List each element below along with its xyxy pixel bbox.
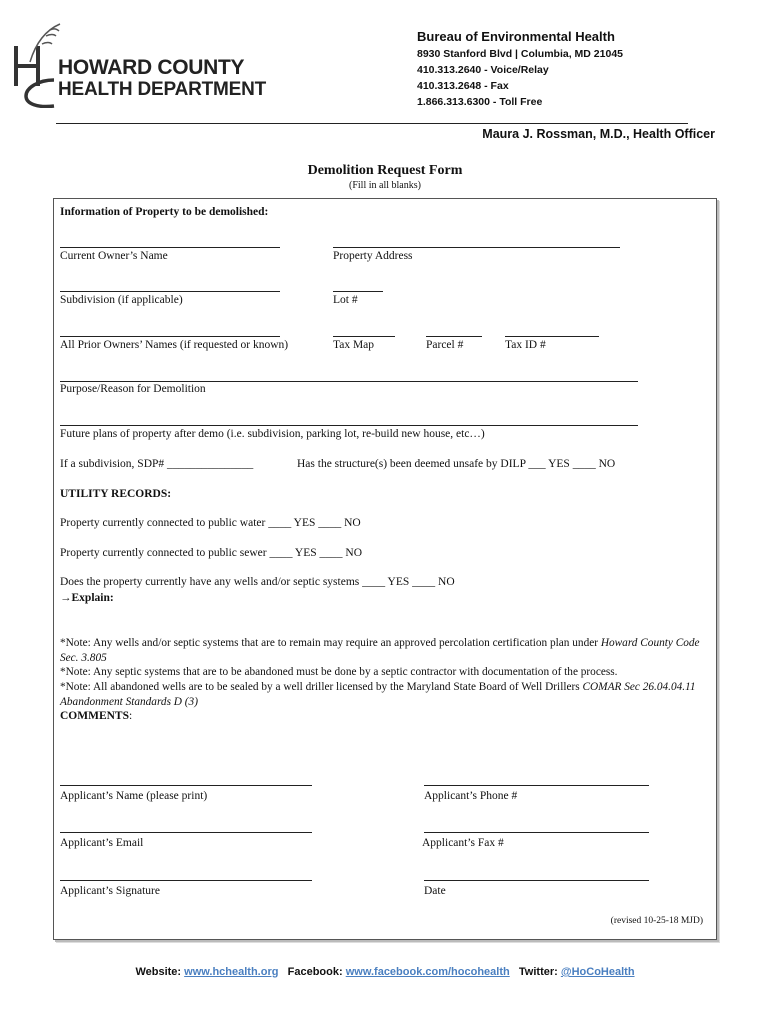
comments-word: COMMENTS <box>60 710 129 722</box>
applicant-fax-field[interactable] <box>424 832 649 833</box>
wells-septic-question[interactable]: Does the property currently have any wells and/or septic systems ____ YES ____ NO <box>60 576 455 588</box>
lot-field[interactable] <box>333 291 383 292</box>
comments-colon: : <box>129 710 133 722</box>
unsafe-question[interactable]: Has the structure(s) been deemed unsafe by DILP ___ YES ____ NO <box>297 458 616 470</box>
parcel-field[interactable] <box>426 336 482 337</box>
address: 8930 Stanford Blvd | Columbia, MD 21045 <box>417 48 623 60</box>
future-plans-label: Future plans of property after demo (i.e. subdivision, parking lot, re-build new house, etc…) <box>60 428 485 440</box>
health-officer: Maura J. Rossman, M.D., Health Officer <box>482 127 715 141</box>
subdivision-label: Subdivision (if applicable) <box>60 294 183 306</box>
explain-label: →Explain: <box>60 592 114 604</box>
public-sewer-question[interactable]: Property currently connected to public sewer ____ YES ____ NO <box>60 547 363 559</box>
purpose-label: Purpose/Reason for Demolition <box>60 383 206 395</box>
tax-id-field[interactable] <box>505 336 599 337</box>
note3-code: COMAR Sec 26.04.04.11 Abandonment Standards D (3) <box>60 681 696 708</box>
purpose-field[interactable] <box>60 381 638 382</box>
current-owner-field[interactable] <box>60 247 280 248</box>
property-address-label: Property Address <box>333 250 413 262</box>
current-owner-label: Current Owner’s Name <box>60 250 168 262</box>
parcel-label: Parcel # <box>426 339 464 351</box>
tax-map-field[interactable] <box>333 336 395 337</box>
form-title: Demolition Request Form <box>307 163 463 178</box>
bureau-name: Bureau of Environmental Health <box>417 29 615 44</box>
website-label: Website: <box>135 966 182 978</box>
form-box <box>53 198 717 940</box>
logo-line-2: HEALTH DEPARTMENT <box>58 79 267 100</box>
public-water-question[interactable]: Property currently connected to public water ____ YES ____ NO <box>60 517 361 529</box>
note1-code: Howard County Code Sec. 3.805 <box>60 637 700 664</box>
comments-label <box>60 710 132 722</box>
revision-note: (revised 10-25-18 MJD) <box>610 916 703 926</box>
subdivision-field[interactable] <box>60 291 280 292</box>
logo-line-1: HOWARD COUNTY <box>58 56 245 79</box>
sdp-field[interactable]: If a subdivision, SDP# _______________ <box>60 458 254 470</box>
twitter-label: Twitter: <box>518 966 558 978</box>
prior-owners-label: All Prior Owners’ Names (if requested or known) <box>60 339 289 351</box>
note3-text: *Note: All abandoned wells are to be sealed by a well driller licensed by the Maryland State Board of Well Drillers <box>60 681 583 693</box>
applicant-signature-field[interactable] <box>60 880 312 881</box>
applicant-email-label: Applicant’s Email <box>60 837 144 849</box>
property-address-field[interactable] <box>333 247 620 248</box>
facebook-link[interactable]: www.facebook.com/hocohealth <box>345 966 510 978</box>
applicant-fax-label: Applicant’s Fax # <box>422 837 504 849</box>
facebook-label: Facebook: <box>287 966 343 978</box>
note-septic-abandon: *Note: Any septic systems that are to be abandoned must be done by a septic contractor with documentation of the process. <box>60 666 618 678</box>
applicant-name-field[interactable] <box>60 785 312 786</box>
tax-id-label: Tax ID # <box>505 339 546 351</box>
applicant-name-label: Applicant’s Name (please print) <box>60 790 208 802</box>
prior-owners-field[interactable] <box>60 336 280 337</box>
tax-map-label: Tax Map <box>333 339 375 351</box>
phone-toll-free: 1.866.313.6300 - Toll Free <box>417 96 543 108</box>
header-divider <box>56 123 688 124</box>
twitter-link[interactable]: @HoCoHealth <box>560 966 635 978</box>
section-property-heading: Information of Property to be demolished: <box>60 206 269 218</box>
footer <box>0 966 770 978</box>
phone-voice: 410.313.2640 - Voice/Relay <box>417 64 549 76</box>
form-subtitle: (Fill in all blanks) <box>349 180 421 191</box>
note1-text: *Note: Any wells and/or septic systems that are to remain may require an approved percolation certification plan under <box>60 637 601 649</box>
applicant-phone-label: Applicant’s Phone # <box>424 790 518 802</box>
website-link[interactable]: www.hchealth.org <box>184 966 279 978</box>
applicant-signature-label: Applicant’s Signature <box>60 885 160 897</box>
date-label: Date <box>424 885 446 897</box>
note-wells-sealed <box>60 680 700 709</box>
future-plans-field[interactable] <box>60 425 638 426</box>
date-field[interactable] <box>424 880 649 881</box>
utility-records-heading: UTILITY RECORDS: <box>60 488 172 500</box>
applicant-email-field[interactable] <box>60 832 312 833</box>
note-wells-septic-remain <box>60 636 712 665</box>
phone-fax: 410.313.2648 - Fax <box>417 80 509 92</box>
applicant-phone-field[interactable] <box>424 785 649 786</box>
lot-label: Lot # <box>333 294 358 306</box>
